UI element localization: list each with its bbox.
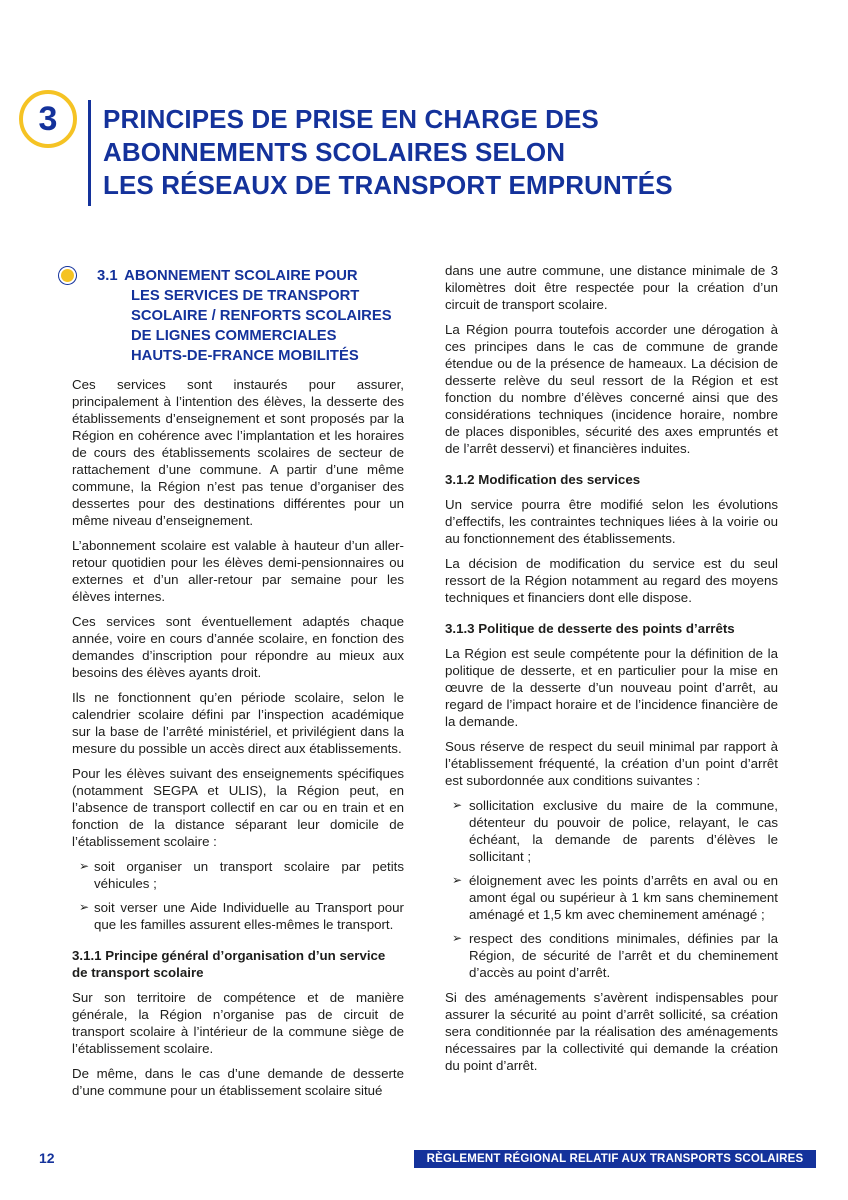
body-paragraph: Ces services sont instaurés pour assurer, principalement à l’intention des élèves, la desserte des établissements d’enseignement et sont proposés par la Région en cohérence avec l’implantation et les horaires de cours des établissements scolaires de secteur de rattachement d’une commune. A partir d’une même commune, la Région n’est pas tenue d’organiser des dessertes pour des destinations différentes pour un même niveau d’enseignement.	[72, 377, 404, 528]
subsection-title: 3.1.1 Principe général d’organisation d’un service de transport scolaire	[72, 948, 386, 980]
body-paragraph: Pour les élèves suivant des enseignements spécifiques (notamment SEGPA et ULIS), la Région peut, en l’absence de transport collectif en car ou en train et en fonction de la distance séparant leur domicile de l’établissement scolaire :	[72, 766, 404, 849]
body-paragraph: La Région pourra toutefois accorder une dérogation à ces principes dans le cas de commune de grande étendue ou de la présence de hameaux. La décision de desserte relève du seul ressort de la Région et est fonction du nombre d’élèves concerné ainsi que des considérations techniques (incidence horaire, nombre de places disponibles, sécurité des axes empruntés et de l’arrêt desservi) et financières induites.	[445, 322, 778, 456]
footer-title-text: RÈGLEMENT RÉGIONAL RELATIF AUX TRANSPORTS SCOLAIRES	[426, 1153, 804, 1165]
list-item-text: éloignement avec les points d’arrêts en aval ou en amont égal ou supérieur à 1 km sans cheminement aménagé et 1,5 km avec cheminement aménagé ;	[469, 873, 778, 922]
arrowhead-bullet-icon: ➢	[452, 798, 463, 812]
body-paragraph: Si des aménagements s’avèrent indispensables pour assurer la sécurité au point d’arrêt sollicité, sa création sera conditionnée par la réalisation des aménagements nécessaires par la collectivité qui demande la création du point d’arrêt.	[445, 990, 778, 1073]
section-heading	[72, 266, 404, 366]
list-item-text: sollicitation exclusive du maire de la commune, détenteur du pouvoir de police, relayant, le cas échéant, la demande de parents d’élèves le sollicitant ;	[469, 798, 778, 864]
arrowhead-bullet-icon: ➢	[452, 931, 463, 945]
list-item-text: soit organiser un transport scolaire par petits véhicules ;	[94, 859, 404, 891]
list-item	[72, 858, 404, 892]
body-paragraph: La décision de modification du service est du seul ressort de la Région notamment au regard des moyens techniques et financiers dont elle dispose.	[445, 556, 778, 605]
section-title-line: DE LIGNES COMMERCIALES	[131, 328, 337, 344]
body-paragraph: De même, dans le cas d’une demande de desserte d’une commune pour un établissement scolaire situé	[72, 1066, 404, 1098]
page-number: 12	[39, 1150, 55, 1166]
arrowhead-bullet-icon: ➢	[79, 859, 90, 873]
arrowhead-bullet-icon: ➢	[79, 900, 90, 914]
body-paragraph: L’abonnement scolaire est valable à hauteur d’un aller-retour quotidien pour les élèves demi-pensionnaires ou externes et d’un aller-retour par semaine pour les élèves internes.	[72, 538, 404, 604]
chapter-number: 3	[38, 99, 58, 138]
body-paragraph: Ils ne fonctionnent qu’en période scolaire, selon le calendrier scolaire défini par l’inspection académique sur la base de l’arrêté ministériel, et privilégient dans la mesure du possible un accès direct aux établissements.	[72, 690, 404, 756]
body-paragraph: Sur son territoire de compétence et de manière générale, la Région n’organise pas de circuit de transport scolaire à l’intérieur de la commune siège de l’établissement scolaire.	[72, 990, 404, 1056]
chapter-title-line: ABONNEMENTS SCOLAIRES SELON	[103, 137, 566, 167]
list-item-text: respect des conditions minimales, définies par la Région, de sécurité de l’arrêt et du cheminement d’accès au point d’arrêt.	[469, 931, 778, 980]
body-paragraph: Sous réserve de respect du seuil minimal par rapport à l’établissement fréquenté, la création d’un point d’arrêt est subordonnée aux conditions suivantes :	[445, 739, 778, 788]
list-item	[445, 797, 778, 865]
section-number: 3.1	[97, 268, 118, 284]
chapter-title	[103, 103, 823, 202]
section-title-line: SCOLAIRE / RENFORTS SCOLAIRES	[131, 308, 392, 324]
right-column	[445, 262, 778, 1082]
yellow-dot-icon	[61, 269, 74, 282]
section-title-line: ABONNEMENT SCOLAIRE POUR	[124, 268, 358, 284]
bullet-list	[445, 797, 778, 981]
section-title	[72, 266, 404, 366]
list-item	[445, 930, 778, 981]
subsection-title: 3.1.3 Politique de desserte des points d’arrêts	[445, 621, 735, 636]
section-title-line: HAUTS-DE-FRANCE MOBILITÉS	[131, 348, 359, 364]
section-title-line: LES SERVICES DE TRANSPORT	[131, 288, 360, 304]
chapter-number-badge	[19, 90, 77, 148]
chapter-divider	[88, 100, 91, 206]
list-item	[72, 899, 404, 933]
subsection-title: 3.1.2 Modification des services	[445, 472, 641, 487]
chapter-title-line: PRINCIPES DE PRISE EN CHARGE DES	[103, 104, 599, 134]
footer-document-title	[414, 1150, 816, 1168]
chapter-title-line: LES RÉSEAUX DE TRANSPORT EMPRUNTÉS	[103, 170, 673, 200]
arrowhead-bullet-icon: ➢	[452, 873, 463, 887]
body-paragraph: Un service pourra être modifié selon les évolutions d’effectifs, les contraintes techniques liées à la voirie ou au fonctionnement des établissements.	[445, 497, 778, 546]
body-paragraph: Ces services sont éventuellement adaptés chaque année, voire en cours d’année scolaire, en fonction des demandes d’inscription pour répondre au mieux aux besoins des élèves ayants droit.	[72, 614, 404, 680]
list-item-text: soit verser une Aide Individuelle au Transport pour que les familles assurent elles-mêmes le transport.	[94, 900, 404, 932]
body-paragraph: dans une autre commune, une distance minimale de 3 kilomètres doit être respectée pour la création d’un circuit de transport scolaire.	[445, 263, 778, 312]
body-paragraph: La Région est seule compétente pour la définition de la politique de desserte, et en particulier pour la mise en œuvre de la desserte d’un nouveau point d’arrêt, au regard de l’impact horaire et de l’incidence financière de la demande.	[445, 646, 778, 729]
bullet-list	[72, 858, 404, 933]
list-item	[445, 872, 778, 923]
left-column	[72, 262, 404, 1107]
